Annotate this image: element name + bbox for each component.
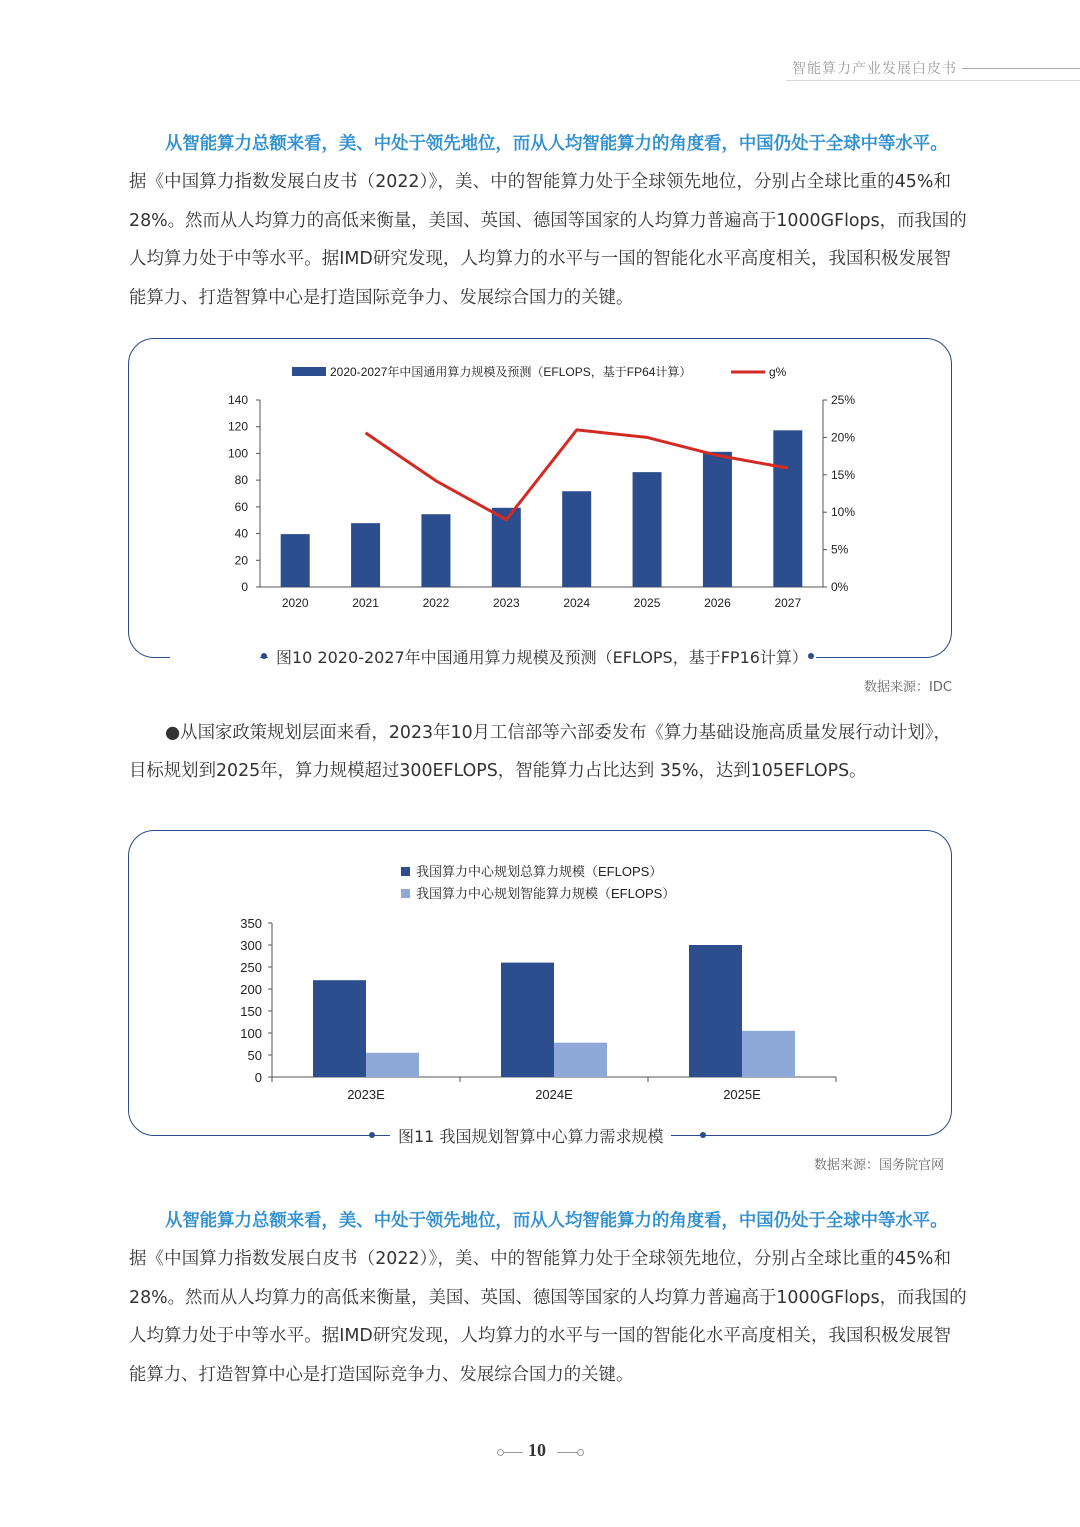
figure-11-source: 数据来源：国务院官网 (814, 1158, 945, 1173)
bar-intelligent (554, 1043, 607, 1077)
paragraph-2-line: ●从国家政策规划层面来看，2023年10月工信部等六部委发布《算力基础设施高质量发展行动计划》， (165, 723, 951, 743)
legend-label: 我国算力中心规划智能算力规模（EFLOPS） (416, 886, 676, 901)
y-tick-label-right: 20% (831, 430, 856, 445)
header-underline (786, 80, 1080, 81)
paragraph-3-line: 人均算力处于中等水平。据IMD研究发现，人均算力的水平与一国的智能化水平高度相关，我国积极发展智 (129, 1326, 951, 1347)
paragraph-1 (129, 125, 967, 317)
figure-11-caption: 图11 我国规划智算中心算力需求规模 (390, 1124, 671, 1147)
figure-11-frame (128, 830, 952, 1136)
y-tick-label-right: 5% (831, 542, 849, 557)
paragraph-3-line: 能算力、打造智算中心是打造国际竞争力、发展综合国力的关键。 (129, 1364, 634, 1385)
bar-total (689, 945, 742, 1077)
y-tick-label-left: 40 (234, 526, 248, 541)
caption-bullet-right (808, 653, 814, 659)
caption-bullet-left (369, 1132, 375, 1138)
header-rule (962, 68, 1080, 69)
paragraph-3-lead: 从智能算力总额来看，美、中处于领先地位，而从人均智能算力的角度看，中国仍处于全球中等水平。 (165, 1211, 948, 1231)
page-number-ornament (577, 1449, 584, 1456)
x-tick-label: 2025E (723, 1087, 761, 1102)
y-tick-label: 250 (240, 960, 262, 975)
x-tick-label: 2024 (563, 596, 591, 610)
x-tick-label: 2024E (535, 1087, 573, 1102)
figure-10-frame (128, 338, 952, 658)
legend-label: 2020-2027年中国通用算力规模及预测（EFLOPS，基于FP64计算） (330, 365, 692, 379)
bar (351, 523, 380, 587)
paragraph-3 (129, 1202, 967, 1394)
bar (703, 452, 732, 587)
caption-bullet-right (700, 1132, 706, 1138)
figure-10-caption: 图10 2020-2027年中国通用算力规模及预测（EFLOPS，基于FP16计算） (268, 645, 816, 668)
paragraph-2-line: 目标规划到2025年，算力规模超过300EFLOPS，智能算力占比达到 35%，达到105EFLOPS。 (129, 761, 867, 782)
y-tick-label-right: 0% (831, 580, 849, 594)
bar (633, 472, 662, 587)
y-tick-label-right: 10% (831, 505, 856, 520)
y-tick-label-left: 80 (234, 473, 248, 488)
y-tick-label-left: 60 (234, 499, 248, 514)
y-tick-label: 200 (240, 982, 262, 997)
x-tick-label: 2021 (352, 596, 379, 610)
legend-swatch (401, 889, 410, 898)
legend-label: g% (769, 365, 787, 379)
y-tick-label-left: 140 (227, 393, 248, 407)
y-tick-label-right: 25% (831, 393, 856, 407)
x-tick-label: 2023 (492, 596, 520, 610)
legend-label: 我国算力中心规划总算力规模（EFLOPS） (416, 864, 663, 879)
y-tick-label-left: 100 (227, 446, 248, 461)
paragraph-2 (129, 714, 951, 791)
y-tick-label: 0 (254, 1070, 262, 1085)
bar (562, 491, 591, 587)
legend-swatch (401, 867, 410, 876)
x-tick-label: 2027 (774, 596, 802, 610)
paragraph-1-line: 28%。然而从人均算力的高低来衡量，美国、英国、德国等国家的人均算力普遍高于1000GFlops，而我国的 (129, 210, 967, 231)
y-tick-label: 150 (240, 1004, 262, 1019)
legend-swatch-bar (292, 367, 326, 376)
x-tick-label: 2022 (422, 596, 450, 610)
x-tick-label: 2020 (281, 596, 309, 610)
x-tick-label: 2023E (347, 1087, 385, 1102)
bar (773, 430, 802, 587)
y-tick-label-left: 120 (227, 419, 248, 434)
figure-10-source: 数据来源：IDC (864, 680, 952, 695)
paragraph-1-line: 能算力、打造智算中心是打造国际竞争力、发展综合国力的关键。 (129, 287, 634, 308)
y-tick-label: 300 (240, 938, 262, 953)
y-tick-label: 100 (240, 1026, 262, 1041)
figure-11-chart (129, 831, 951, 1135)
y-tick-label-left: 20 (234, 553, 248, 568)
bar-intelligent (366, 1053, 419, 1077)
paragraph-1-line: 人均算力处于中等水平。据IMD研究发现，人均算力的水平与一国的智能化水平高度相关，我国积极发展智 (129, 249, 951, 270)
y-tick-label: 50 (247, 1048, 262, 1063)
paragraph-1-line: 据《中国算力指数发展白皮书（2022）》，美、中的智能算力处于全球领先地位，分别占全球比重的45%和 (129, 172, 951, 193)
y-tick-label-left: 0 (241, 580, 248, 594)
page-number-rule (503, 1452, 523, 1453)
bar (421, 514, 450, 587)
caption-bullet-left (261, 653, 267, 659)
bar-total (501, 963, 554, 1077)
bar-total (313, 980, 366, 1077)
x-tick-label: 2026 (704, 596, 731, 610)
paragraph-3-line: 据《中国算力指数发展白皮书（2022）》，美、中的智能算力处于全球领先地位，分别占全球比重的45%和 (129, 1249, 951, 1270)
page-number-rule (557, 1452, 577, 1453)
paragraph-3-line: 28%。然而从人均算力的高低来衡量，美国、英国、德国等国家的人均算力普遍高于1000GFlops，而我国的 (129, 1287, 967, 1308)
bar (281, 534, 310, 587)
bar-intelligent (742, 1031, 795, 1077)
x-tick-label: 2025 (633, 596, 661, 610)
paragraph-1-lead: 从智能算力总额来看，美、中处于领先地位，而从人均智能算力的角度看，中国仍处于全球中等水平。 (165, 134, 948, 154)
header-title: 智能算力产业发展白皮书 (792, 61, 957, 77)
y-tick-label: 350 (240, 916, 262, 931)
figure-10-chart (129, 339, 951, 657)
y-tick-label-right: 15% (831, 467, 856, 482)
page-number: 10 (528, 1440, 546, 1460)
